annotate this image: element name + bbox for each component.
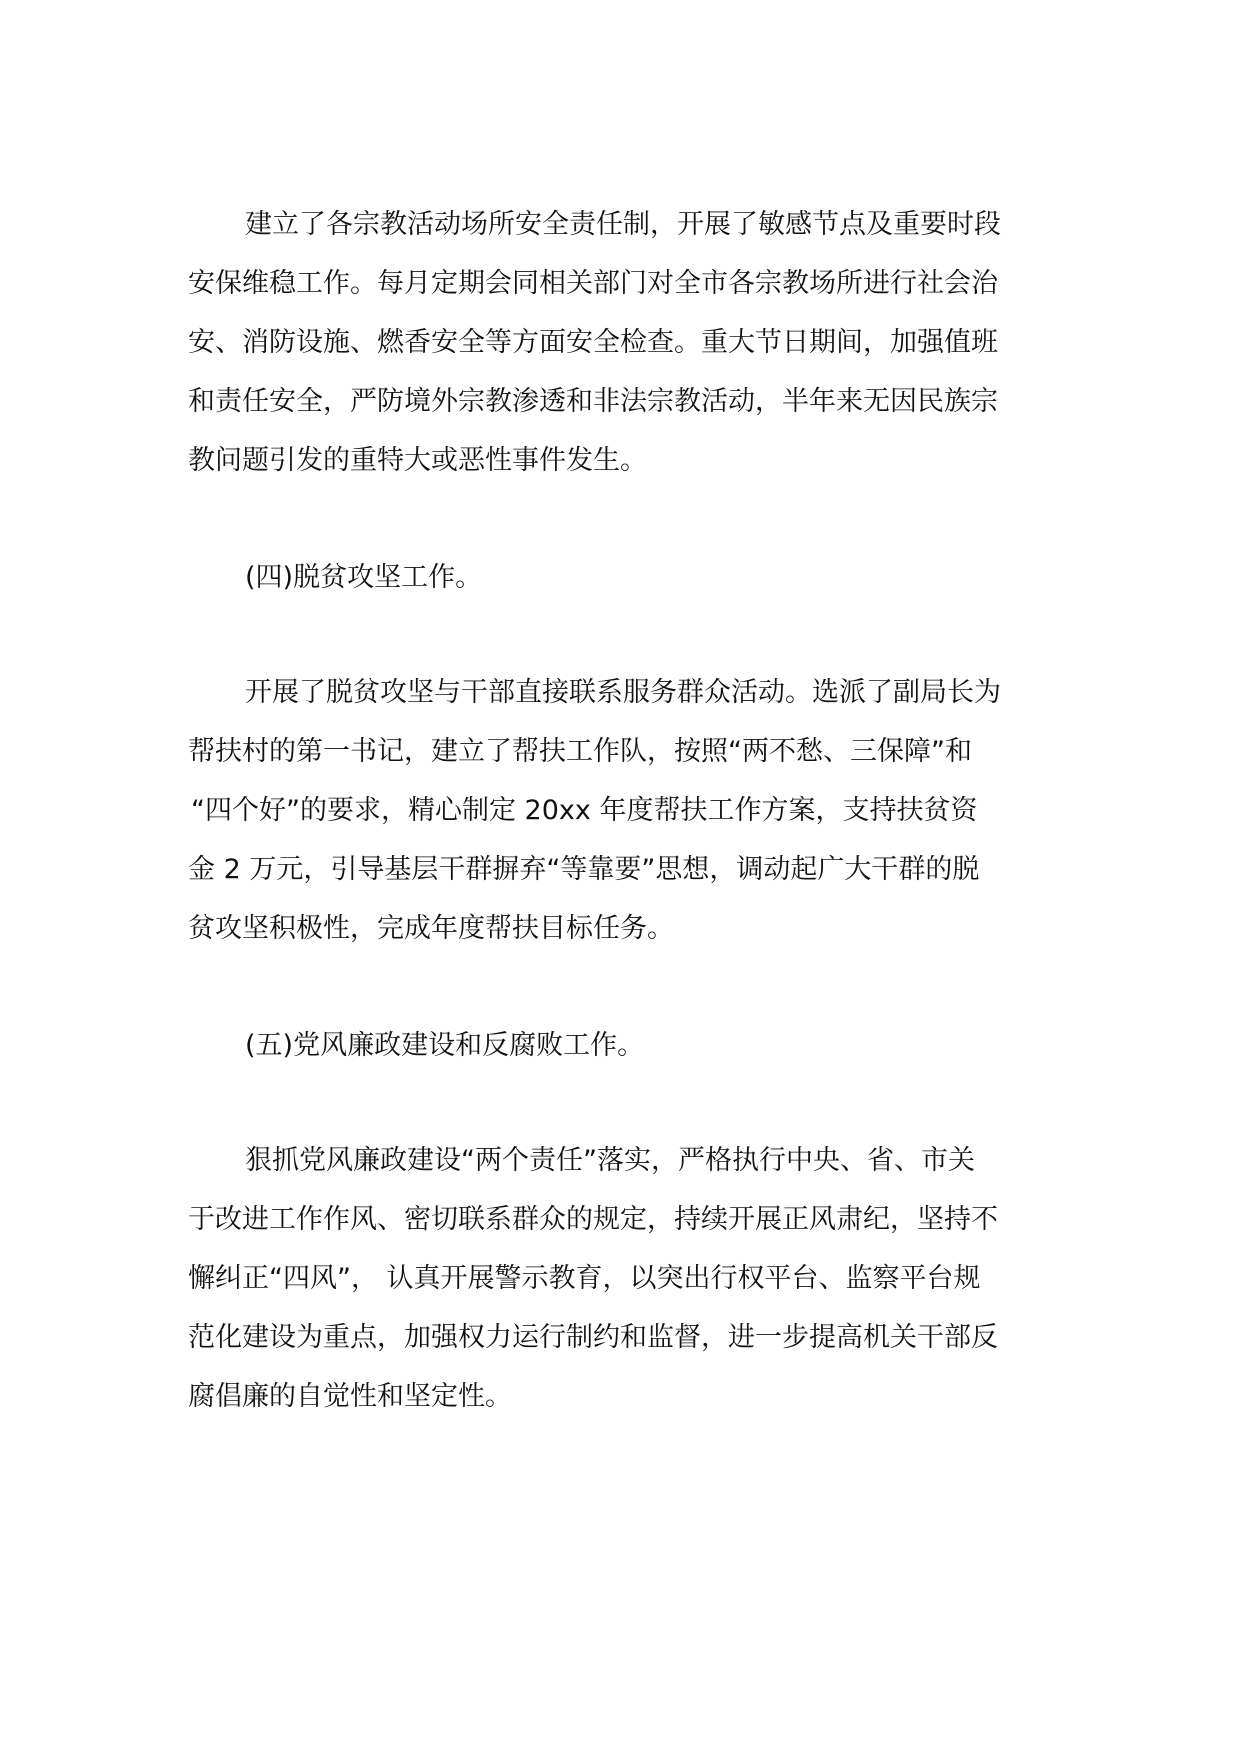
text-line: “四个好”的要求，精心制定 20xx 年度帮扶工作方案，支持扶贫资 (191, 795, 978, 826)
text-line: 金 2 万元，引导基层干群摒弃“等靠要”思想，调动起广大干群的脱 (188, 854, 980, 885)
text-line: 教问题引发的重特大或恶性事件发生。 (188, 445, 647, 476)
text-line: 安保维稳工作。每月定期会同相关部门对全市各宗教场所进行社会治 (188, 268, 998, 299)
text-line: 贫攻坚积极性，完成年度帮扶目标任务。 (188, 913, 674, 944)
text-line: 安、消防设施、燃香安全等方面安全检查。重大节日期间，加强值班 (188, 327, 998, 358)
section-heading: (五)党风廉政建设和反腐败工作。 (245, 1030, 645, 1061)
text-line: 建立了各宗教活动场所安全责任制，开展了敏感节点及重要时段 (245, 209, 1001, 240)
text-line: 范化建设为重点，加强权力运行制约和监督，进一步提高机关干部反 (188, 1322, 998, 1353)
text-line: 和责任安全，严防境外宗教渗透和非法宗教活动，半年来无因民族宗 (188, 386, 998, 417)
section-heading: (四)脱贫攻坚工作。 (245, 562, 483, 593)
text-line: 腐倡廉的自觉性和坚定性。 (188, 1381, 512, 1412)
text-line: 懈纠正“四风”， 认真开展警示教育，以突出行权平台、监察平台规 (188, 1263, 981, 1294)
text-line: 帮扶村的第一书记，建立了帮扶工作队，按照“两不愁、三保障”和 (188, 736, 972, 767)
text-line: 于改进工作作风、密切联系群众的规定，持续开展正风肃纪，坚持不 (188, 1204, 998, 1235)
text-line: 开展了脱贫攻坚与干部直接联系服务群众活动。选派了副局长为 (245, 677, 1001, 708)
text-line: 狠抓党风廉政建设“两个责任”落实，严格执行中央、省、市关 (245, 1145, 975, 1176)
